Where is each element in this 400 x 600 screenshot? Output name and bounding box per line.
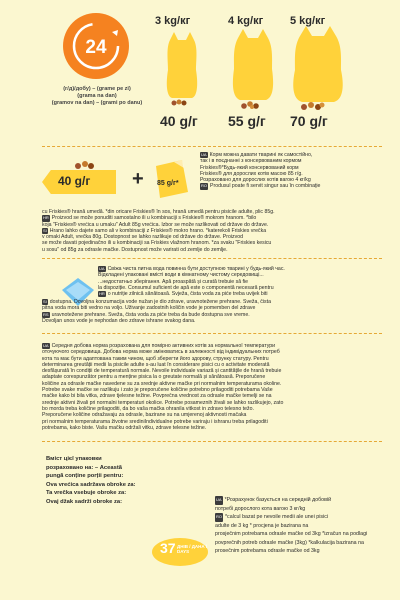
wet-food-pouch-icon bbox=[152, 158, 192, 200]
section3-text: UA Середня добова норма розрахована для помірно активних котів за нормальної температури оточуючого середовища. Добова норма може змінюватись в залежності від індивідуальних потреб кота та має бути адаптована таким чином, щоб зберегти його здорову, струнку статуру. Pentru determinarea greutății medii la pisicile adulte s-au luat în considerare pisici cu o activitate moderată desfășurată în condiții de temperatură normale. Nevoile individuale variază și cantitățile de hrană trebuie adaptate corespunzător pentru a menține pisica la o greutate normală și sănătoasă. Preporučene količine za odrasle mačke navedene su za srednje aktivne mačke pri normalnim temperaturama okoline. Potrebe svake mačke se razlikuju i zato je preporučene količine potrebno prilagoditi potrebama Vaše mačke kako bi bila vitka, zdrave tjelesne težine. Povprečna vrednost za odrasle mačke temelji se na srednje aktivni živali pri normalni temperaturi okolice. Potrebe posameznih živali se lahko razlikujejo, zato bo morda treba količine prilagoditi, da bo vaša mačka ohranila vitkost in zdravo telesno težo. Preporučene količine odražavaju za odrasle, bazirane su na umjerenoj aktivnosti mačaka pri normalnim temperaturama životne srediniIndividualne potrebe variraju i ishranu treba prilagoditi potrebama, kako biste. Vašu mačku održali vitku, zdrave telesne težine. bbox=[42, 343, 284, 431]
cat-large-icon bbox=[288, 24, 348, 104]
cat-medium-icon bbox=[228, 27, 278, 102]
divider bbox=[42, 146, 382, 147]
amount-3kg: 40 g/г bbox=[160, 113, 198, 129]
servings-left-text: Вміст цієї упаковки розраховано на: – Această pungă conține porții pentru: Ova vrećica sadržava obroke za: Ta vrečka vsebuje obroke za: Ovaj džak sadrži obroke za: bbox=[46, 456, 136, 505]
clock-24-icon bbox=[62, 12, 130, 80]
section1-text-full: cu Friskies® hrană umedă. *din oricare Friskies® în sos, hrană umedă pentru pisicile adulte, plic 85g. HR Proizvod se može ponuditi samostalno ili u kombinaciji s Friskies® mokrom hranom. *bilo koja "Friskies® vrećica u umaku" Adult 85g vrećica. Izbor se može razlikovati od države do države. SI Hrano lahko dajete samo ali v kombinaciji z Friskies® mokro hrano. *katerekoli Friskies vrečka v omaki Adult, vrečka 80g. Dostopnost se lahko razlikuje od države do države. Proizvod se može davati pojedinačno ili u kombinaciji sa Friskies vlažnom hranom. *za svaku "Friskies kesicu u sosu" od 85g za odrasle mačke. Dostupnost može varirati od zemlje do zemlje. bbox=[42, 209, 275, 253]
section1-text-right: UA Корм можна давати тварині як самостійно, так і в поєднанні з консервованим кормом Friskies®*Будь-який консервований корм Friskies® для дорослих котів масою 85 г/g. Розраховано для дорослих котів вагою 4 кг/kg RO Produsul poate fi servit singur sau în combinaţie bbox=[200, 152, 321, 190]
daily-grams-label: (г/д)/добу) – (grame pe zi) (grama na dan) (gramov na dan) – (grami po danu) bbox=[51, 86, 143, 106]
kibble-medium-icon bbox=[240, 100, 262, 109]
plus-sign: + bbox=[132, 168, 144, 190]
weight-3kg: 3 kg/кг bbox=[155, 15, 191, 27]
days-badge-text: ДНІВ / ДАНА / DAYS bbox=[177, 544, 208, 554]
dry-food-amount: 40 g/г bbox=[58, 174, 91, 188]
amount-5kg: 70 g/г bbox=[290, 113, 328, 129]
kibble-large-icon bbox=[300, 100, 326, 110]
divider bbox=[42, 441, 382, 442]
weight-5kg: 5 kg/кг bbox=[290, 15, 326, 27]
weight-4kg: 4 kg/кг bbox=[228, 15, 264, 27]
divider bbox=[42, 258, 382, 259]
kibble-combo-icon bbox=[74, 160, 96, 170]
cat-small-icon bbox=[162, 30, 202, 100]
wet-food-amount: 85 g/г* bbox=[157, 180, 179, 187]
days-badge-number: 37 bbox=[160, 540, 176, 556]
divider bbox=[42, 333, 382, 334]
clock-number: 24 bbox=[85, 37, 107, 58]
servings-right-text: UA *Розрахунок базується на середній добовій потребі дорослого кота вагою 3 кг/kg RO *calcul bazat pe nevoile medii ale unei pisici adulte de 3 kg * procjena je bazirana na prosječnim potrebama odrasle mačke od 3kg *izračun na podlagi povprečnih potreb odrasle mačke (3kg) *kalkulacija bazirana na prosečnim potrebama odrasle mačke od 3kg bbox=[215, 497, 368, 554]
section2-text-right: UA Свіжа чиста питна вода повинна бути доступною тварині у будь-який час. Відкладені упаковані вмісті води в кімнатному чистому середовищі... ...недостатньо зберігання. Apă proaspătă și curată trebuie să fie la dispoziție. Consumul suficient de apă este o componentă necesară pentru HR o nutriție zilnică sănătoasă. Svježa, čista voda za piće treba uvijek biti bbox=[98, 266, 285, 298]
amount-4kg: 55 g/г bbox=[228, 113, 266, 129]
section2-text-full: SI dostupna. Dovoljna konzumacija vode nužan je dio zdrave, uravnotežene prehrane. Sveža, čista pitna voda mora biti vedno na voljo. Uživanje zadostnih količin vode je pomemben del zdrave RS uravnotežene prehrane. Sveža, čista voda za piće treba da bude dostupna sve vreme. Dovoljan unos vode je nephodan deo zdrave ishrane svakog dana. bbox=[42, 299, 271, 324]
kibble-small-icon bbox=[170, 98, 188, 106]
